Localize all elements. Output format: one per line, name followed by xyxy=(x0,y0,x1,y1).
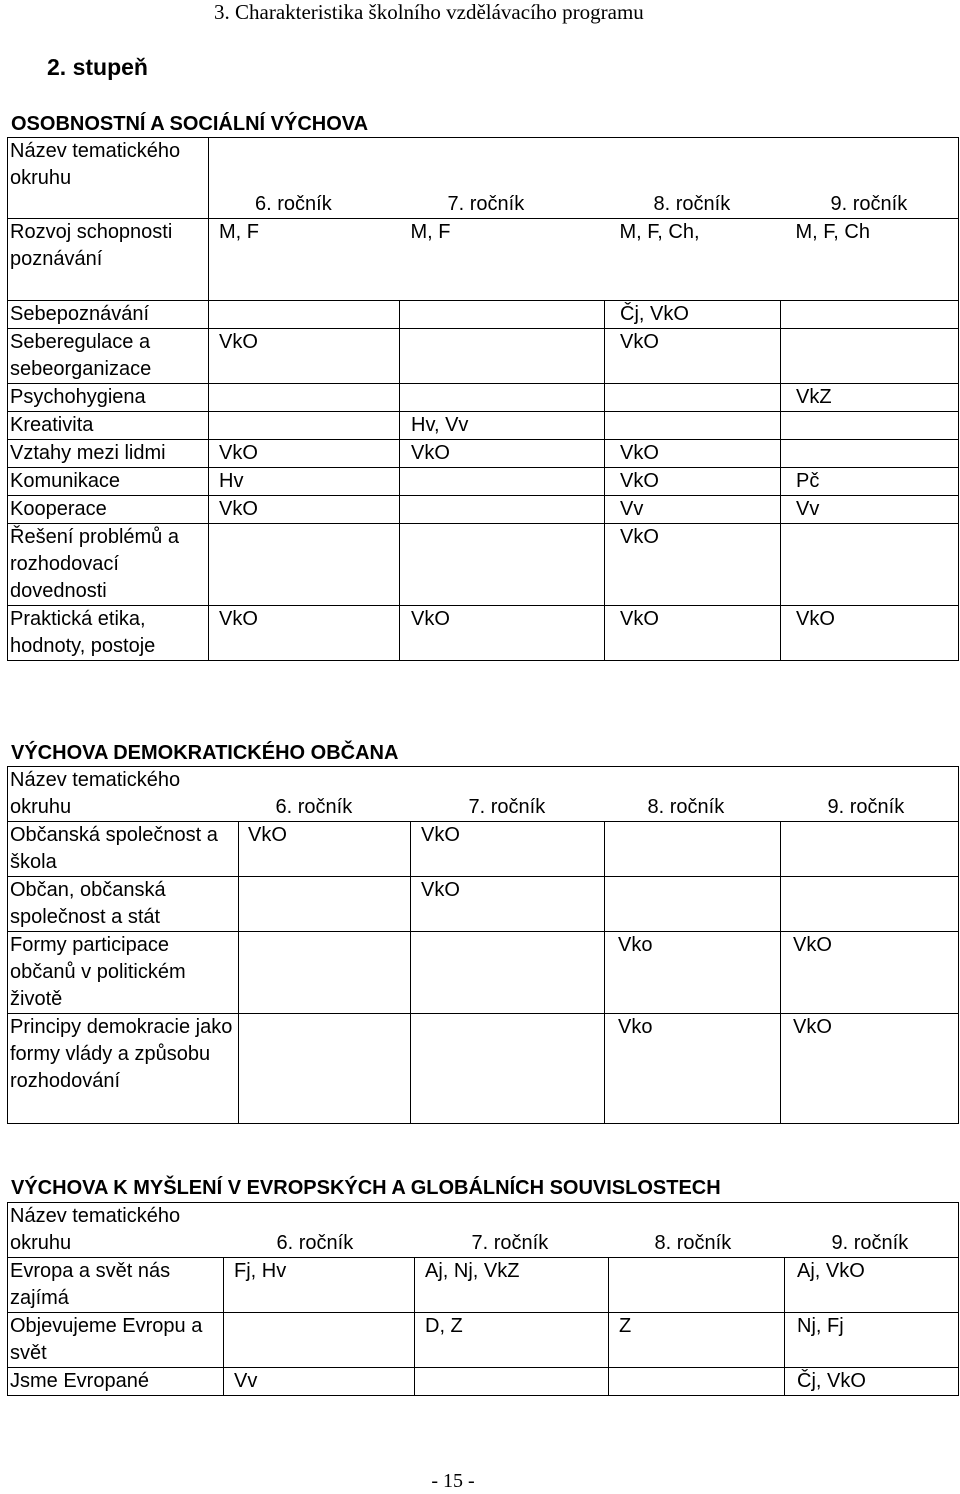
grade-9-cell: Aj, VkO xyxy=(785,1258,959,1313)
grade-9-cell: Vv xyxy=(781,496,959,524)
section-title-osobnostni: OSOBNOSTNÍ A SOCIÁLNÍ VÝCHOVA xyxy=(11,113,369,135)
grade-9-cell: Pč xyxy=(781,468,959,496)
table-row xyxy=(8,1258,959,1313)
table-row xyxy=(8,524,959,606)
grade-7-cell: VkO xyxy=(411,822,605,877)
stage-heading: 2. stupeň xyxy=(47,54,148,80)
topic-cell: Praktická etika, hodnoty, postoje xyxy=(8,606,209,661)
grade-6-cell: VkO xyxy=(209,496,400,524)
grade-8-cell: Vko xyxy=(605,1014,781,1124)
header-grade-6: 6. ročník xyxy=(224,1203,415,1258)
grade-8-cell: Vko xyxy=(605,932,781,1014)
topic-cell: Kooperace xyxy=(8,496,209,524)
grade-9-cell xyxy=(781,329,959,384)
grade-6-cell: VkO xyxy=(209,329,400,384)
grade-9-cell xyxy=(781,301,959,329)
grade-6-cell xyxy=(239,1014,411,1124)
header-grade-9: 9. ročník xyxy=(781,138,959,219)
table-row xyxy=(8,877,959,932)
header-grade-8: 8. ročník xyxy=(605,767,781,822)
topic-cell: Formy participace občanů v politickém životě xyxy=(8,932,239,1014)
table-row xyxy=(8,606,959,661)
running-head: 3. Charakteristika školního vzdělávacího programu xyxy=(214,0,644,24)
grade-7-cell: VkO xyxy=(400,440,605,468)
table-row xyxy=(8,822,959,877)
grade-6-cell: Hv xyxy=(209,468,400,496)
grade-8-cell xyxy=(605,384,781,412)
topic-cell: Vztahy mezi lidmi xyxy=(8,440,209,468)
grade-7-cell xyxy=(400,329,605,384)
grade-9-cell xyxy=(781,412,959,440)
grade-8-cell: M, F, Ch, xyxy=(605,219,781,301)
grade-7-cell: D, Z xyxy=(415,1313,609,1368)
grade-6-cell xyxy=(209,384,400,412)
topic-cell: Rozvoj schopnosti poznávání xyxy=(8,219,209,301)
table-row xyxy=(8,468,959,496)
grade-7-cell xyxy=(415,1368,609,1396)
grade-7-cell xyxy=(400,496,605,524)
grade-6-cell: M, F xyxy=(209,219,400,301)
table-header-row xyxy=(8,1203,959,1258)
grade-7-cell xyxy=(400,524,605,606)
grade-7-cell xyxy=(400,301,605,329)
table-row xyxy=(8,932,959,1014)
grade-8-cell: VkO xyxy=(605,468,781,496)
page-number: - 15 - xyxy=(431,1470,475,1492)
header-topic: Název tematického okruhu xyxy=(8,1203,224,1258)
grade-9-cell: VkZ xyxy=(781,384,959,412)
table-row xyxy=(8,1014,959,1124)
table-header-row xyxy=(8,138,959,219)
grade-9-cell xyxy=(781,440,959,468)
grade-7-cell xyxy=(411,1014,605,1124)
table-row xyxy=(8,440,959,468)
grade-6-cell xyxy=(239,877,411,932)
header-grade-8: 8. ročník xyxy=(609,1203,785,1258)
header-grade-7: 7. ročník xyxy=(411,767,605,822)
table-row xyxy=(8,384,959,412)
grade-8-cell xyxy=(605,412,781,440)
grade-8-cell xyxy=(609,1368,785,1396)
section-title-evropske: VÝCHOVA K MYŠLENÍ V EVROPSKÝCH A GLOBÁLNÍCH SOUVISLOSTECH xyxy=(11,1177,721,1199)
grade-9-cell: Nj, Fj xyxy=(785,1313,959,1368)
topic-cell: Objevujeme Evropu a svět xyxy=(8,1313,224,1368)
grade-8-cell: Z xyxy=(609,1313,785,1368)
grade-6-cell xyxy=(209,524,400,606)
grade-6-cell xyxy=(209,412,400,440)
grade-9-cell: M, F, Ch xyxy=(781,219,959,301)
grade-6-cell xyxy=(224,1313,415,1368)
topic-cell: Seberegulace a sebeorganizace xyxy=(8,329,209,384)
grade-6-cell: Fj, Hv xyxy=(224,1258,415,1313)
grade-8-cell xyxy=(605,822,781,877)
header-grade-7: 7. ročník xyxy=(400,138,605,219)
topic-cell: Principy demokracie jako formy vlády a způsobu rozhodování xyxy=(8,1014,239,1124)
grade-6-cell: VkO xyxy=(239,822,411,877)
grade-9-cell xyxy=(781,822,959,877)
table-header-row xyxy=(8,767,959,822)
header-grade-6: 6. ročník xyxy=(239,767,411,822)
table-row xyxy=(8,219,959,301)
table-demokraticke xyxy=(7,766,959,1124)
grade-7-cell: VkO xyxy=(411,877,605,932)
topic-cell: Psychohygiena xyxy=(8,384,209,412)
grade-9-cell xyxy=(781,524,959,606)
grade-6-cell xyxy=(239,932,411,1014)
header-topic: Název tematického okruhu xyxy=(8,138,209,219)
topic-cell: Občan, občanská společnost a stát xyxy=(8,877,239,932)
grade-8-cell: VkO xyxy=(605,440,781,468)
table-row xyxy=(8,1313,959,1368)
topic-cell: Občanská společnost a škola xyxy=(8,822,239,877)
grade-8-cell: VkO xyxy=(605,606,781,661)
grade-8-cell: Vv xyxy=(605,496,781,524)
grade-7-cell: VkO xyxy=(400,606,605,661)
table-row xyxy=(8,412,959,440)
header-grade-6: 6. ročník xyxy=(209,138,400,219)
table-row xyxy=(8,329,959,384)
section-title-demokraticke: VÝCHOVA DEMOKRATICKÉHO OBČANA xyxy=(11,742,399,764)
grade-7-cell xyxy=(411,932,605,1014)
table-osobnostni xyxy=(7,137,959,661)
grade-9-cell: VkO xyxy=(781,932,959,1014)
table-evropske xyxy=(7,1202,959,1396)
grade-9-cell: VkO xyxy=(781,1014,959,1124)
grade-8-cell: VkO xyxy=(605,329,781,384)
table-row xyxy=(8,301,959,329)
grade-8-cell xyxy=(605,877,781,932)
topic-cell: Evropa a svět nás zajímá xyxy=(8,1258,224,1313)
grade-7-cell: Hv, Vv xyxy=(400,412,605,440)
grade-9-cell: Čj, VkO xyxy=(785,1368,959,1396)
topic-cell: Řešení problémů a rozhodovací dovednosti xyxy=(8,524,209,606)
header-topic: Název tematického okruhu xyxy=(8,767,239,822)
header-grade-8: 8. ročník xyxy=(605,138,781,219)
topic-cell: Kreativita xyxy=(8,412,209,440)
grade-6-cell: Vv xyxy=(224,1368,415,1396)
topic-cell: Jsme Evropané xyxy=(8,1368,224,1396)
grade-9-cell xyxy=(781,877,959,932)
grade-7-cell xyxy=(400,384,605,412)
grade-6-cell: VkO xyxy=(209,440,400,468)
grade-9-cell: VkO xyxy=(781,606,959,661)
grade-8-cell xyxy=(609,1258,785,1313)
topic-cell: Sebepoznávání xyxy=(8,301,209,329)
grade-6-cell: VkO xyxy=(209,606,400,661)
grade-7-cell: M, F xyxy=(400,219,605,301)
grade-6-cell xyxy=(209,301,400,329)
grade-8-cell: Čj, VkO xyxy=(605,301,781,329)
grade-7-cell xyxy=(400,468,605,496)
table-row xyxy=(8,1368,959,1396)
grade-8-cell: VkO xyxy=(605,524,781,606)
header-grade-9: 9. ročník xyxy=(785,1203,959,1258)
topic-cell: Komunikace xyxy=(8,468,209,496)
header-grade-9: 9. ročník xyxy=(781,767,959,822)
table-row xyxy=(8,496,959,524)
header-grade-7: 7. ročník xyxy=(415,1203,609,1258)
grade-7-cell: Aj, Nj, VkZ xyxy=(415,1258,609,1313)
